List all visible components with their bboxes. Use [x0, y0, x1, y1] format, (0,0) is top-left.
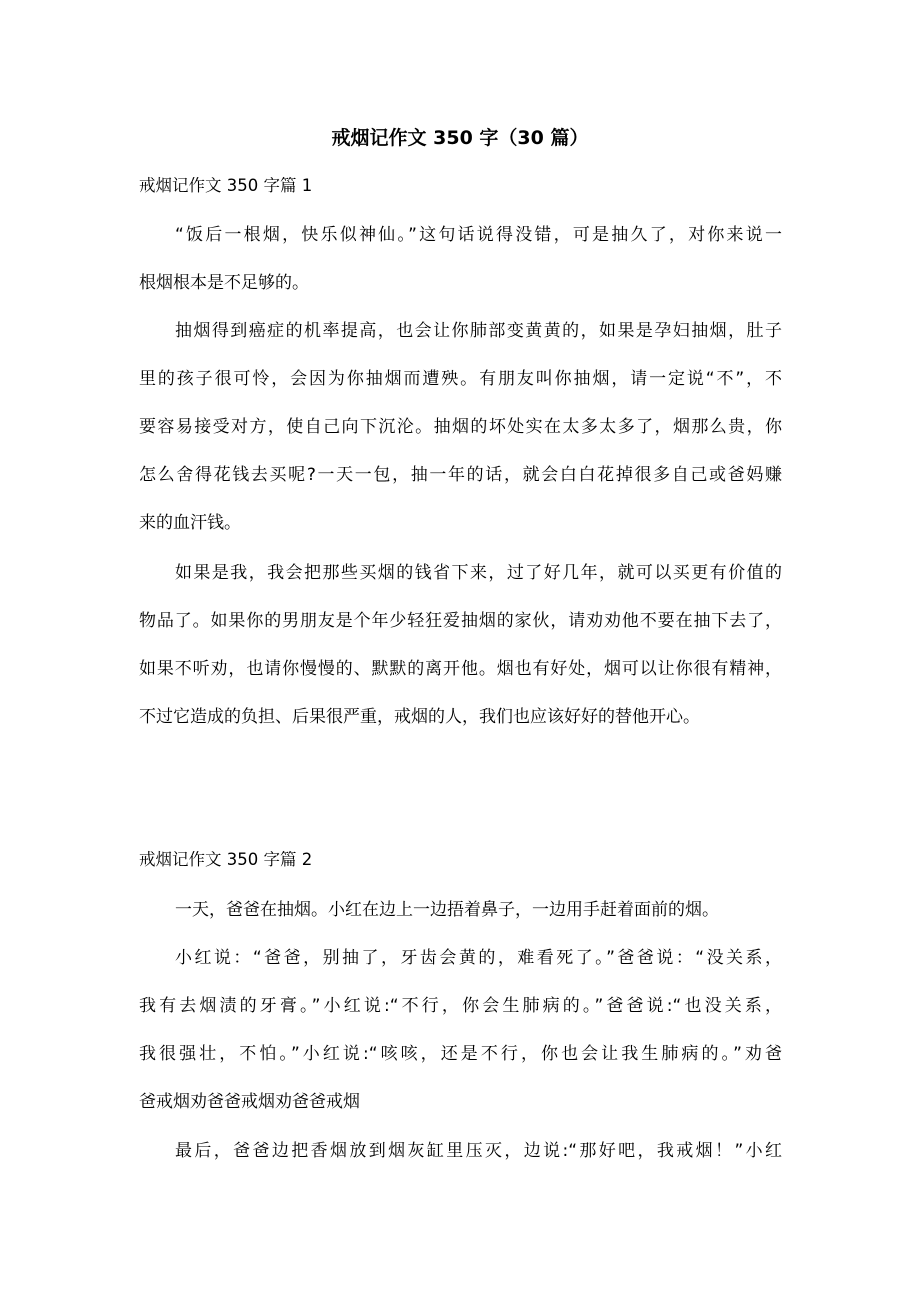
paragraph-line: 抽烟得到癌症的机率提高，也会让你肺部变黄黄的，如果是孕妇抽烟，肚子 — [175, 321, 782, 341]
paragraph-line: 最后，爸爸边把香烟放到烟灰缸里压灭，边说:“那好吧，我戒烟！”小红 — [175, 1141, 782, 1161]
paragraph-line: 要容易接受对方，使自己向下沉沦。抽烟的坏处实在太多太多了，烟那么贵，你 — [139, 417, 782, 437]
paragraph-line: 物品了。如果你的男朋友是个年少轻狂爱抽烟的家伙，请劝劝他不要在抽下去了， — [139, 611, 782, 631]
paragraph-line: 根烟根本是不足够的。 — [139, 273, 309, 293]
section-heading: 戒烟记作文 350 字篇 2 — [139, 850, 313, 869]
paragraph-line: 来的血汗钱。 — [139, 513, 241, 533]
section-heading: 戒烟记作文 350 字篇 1 — [139, 176, 313, 195]
paragraph-line: 一天，爸爸在抽烟。小红在边上一边捂着鼻子，一边用手赶着面前的烟。 — [175, 900, 719, 920]
paragraph-line: 小红说：“爸爸，别抽了，牙齿会黄的，难看死了。”爸爸说：“没关系， — [175, 948, 782, 968]
paragraph-line: 我有去烟渍的牙膏。”小红说:“不行，你会生肺病的。”爸爸说:“也没关系， — [139, 996, 782, 1016]
paragraph-line: 里的孩子很可怜，会因为你抽烟而遭殃。有朋友叫你抽烟，请一定说“不”，不 — [139, 369, 782, 389]
paragraph-line: “饭后一根烟，快乐似神仙。”这句话说得没错，可是抽久了，对你来说一 — [175, 225, 782, 245]
document-title: 戒烟记作文 350 字（30 篇） — [331, 127, 589, 149]
paragraph-line: 如果不听劝，也请你慢慢的、默默的离开他。烟也有好处，烟可以让你很有精神， — [139, 659, 782, 679]
paragraph-line: 我很强壮，不怕。”小红说:“咳咳，还是不行，你也会让我生肺病的。”劝爸 — [139, 1044, 782, 1064]
paragraph-line: 不过它造成的负担、后果很严重，戒烟的人，我们也应该好好的替他开心。 — [139, 707, 700, 727]
paragraph-line: 怎么舍得花钱去买呢?一天一包，抽一年的话，就会白白花掉很多自己或爸妈赚 — [139, 465, 782, 485]
paragraph-line: 爸戒烟劝爸爸戒烟劝爸爸戒烟 — [139, 1092, 360, 1112]
paragraph-line: 如果是我，我会把那些买烟的钱省下来，过了好几年，就可以买更有价值的 — [175, 563, 782, 583]
